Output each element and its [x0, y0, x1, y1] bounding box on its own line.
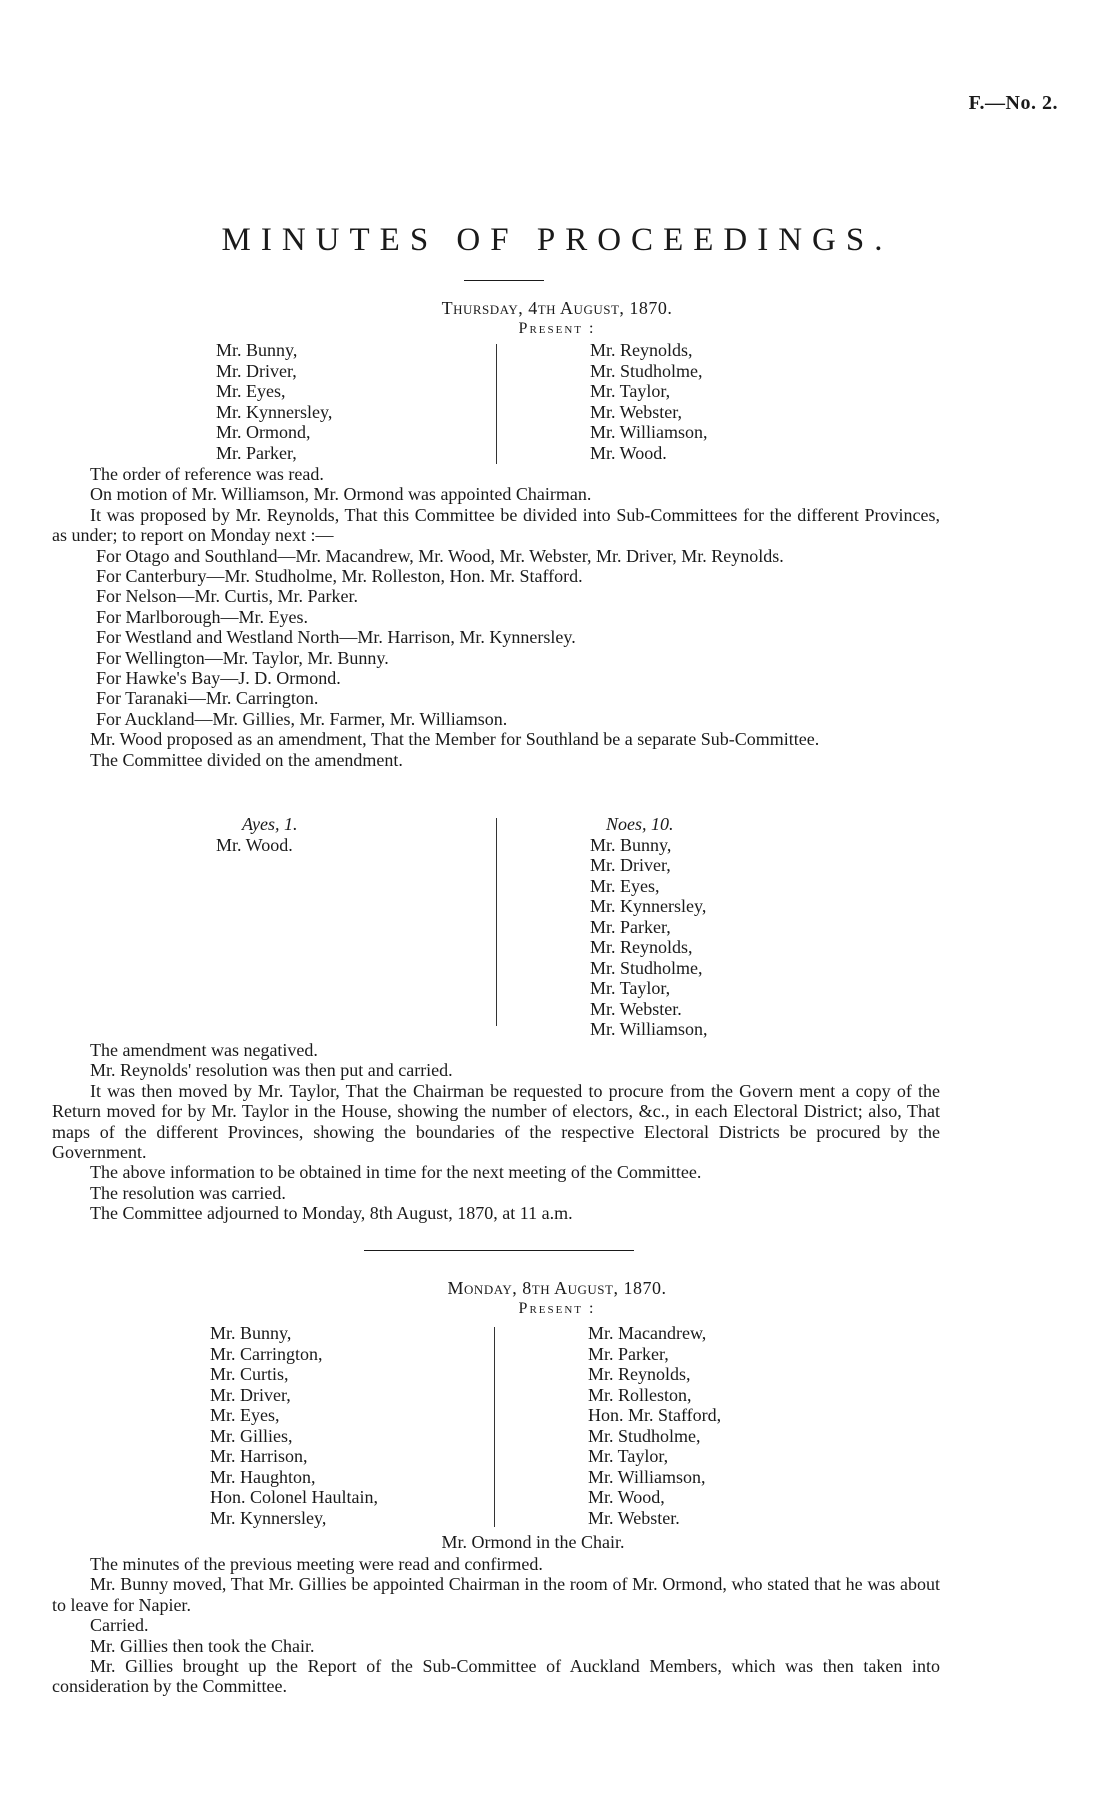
- member: Mr. Kynnersley,: [216, 401, 333, 422]
- member: Mr. Williamson,: [590, 422, 708, 442]
- member: Mr. Macandrew,: [588, 1323, 707, 1343]
- member: Mr. Webster.: [588, 1507, 680, 1528]
- member: Mr. Studholme,: [590, 360, 703, 381]
- province-item: For Auckland—Mr. Gillies, Mr. Farmer, Mr. Williamson.: [96, 708, 508, 729]
- member: Mr. Kynnersley,: [210, 1507, 327, 1528]
- member: Mr. Driver,: [216, 360, 297, 381]
- page-reference: F.—No. 2.: [968, 92, 1058, 114]
- noes-label: Noes, 10.: [606, 814, 674, 834]
- member: Mr. Eyes,: [216, 381, 286, 401]
- member: Mr. Driver,: [590, 855, 671, 875]
- member: Mr. Eyes,: [590, 875, 660, 896]
- member: Mr. Bunny,: [590, 834, 672, 855]
- meeting1-present-left: [216, 340, 332, 463]
- meeting2-date: Monday, 8th August, 1870.: [447, 1278, 667, 1298]
- province-item: For Marlborough—Mr. Eyes.: [96, 606, 308, 627]
- member: Mr. Rolleston,: [588, 1384, 692, 1405]
- member: Mr. Williamson,: [590, 1019, 708, 1039]
- paragraph: The order of reference was read.: [90, 464, 324, 484]
- member: Mr. Wood.: [216, 834, 293, 855]
- meeting1-body: [52, 464, 940, 770]
- section-rule: [364, 1250, 634, 1251]
- meeting2-present-left: [210, 1323, 378, 1528]
- column-divider: [496, 818, 497, 1026]
- province-item: For Otago and Southland—Mr. Macandrew, Mr. Wood, Mr. Webster, Mr. Driver, Mr. Reynolds.: [96, 545, 784, 566]
- member: Mr. Kynnersley,: [590, 896, 707, 916]
- member: Mr. Parker,: [588, 1343, 669, 1364]
- member: Mr. Gillies,: [210, 1425, 293, 1446]
- province-item: For Hawke's Bay—J. D. Ormond.: [96, 668, 341, 689]
- meeting1-present-right: [590, 340, 707, 463]
- member: Mr. Haughton,: [210, 1466, 316, 1487]
- member: Mr. Taylor,: [590, 381, 671, 401]
- member: Mr. Ormond,: [216, 422, 311, 442]
- member: Mr. Reynolds,: [590, 937, 693, 957]
- province-item: For Wellington—Mr. Taylor, Mr. Bunny.: [96, 647, 389, 668]
- paragraph: Mr. Bunny moved, That Mr. Gillies be appointed Chairman in the room of Mr. Ormond, who stated that he was about to leave for Napier.: [52, 1574, 940, 1615]
- member: Mr. Webster.: [590, 998, 682, 1019]
- member: Hon. Colonel Haultain,: [210, 1487, 378, 1507]
- paragraph: Carried.: [90, 1615, 149, 1636]
- paragraph: On motion of Mr. Williamson, Mr. Ormond was appointed Chairman.: [90, 484, 592, 505]
- meeting2-body: [52, 1554, 940, 1697]
- province-item: For Westland and Westland North—Mr. Harrison, Mr. Kynnersley.: [96, 627, 576, 648]
- member: Mr. Carrington,: [210, 1343, 323, 1364]
- title-rule: [464, 280, 544, 281]
- meeting1-outcome: [52, 1040, 940, 1224]
- meeting1-date: Thursday, 4th August, 1870.: [441, 298, 673, 318]
- member: Mr. Taylor,: [588, 1446, 669, 1466]
- member: Mr. Bunny,: [210, 1323, 292, 1343]
- province-item: For Taranaki—Mr. Carrington.: [96, 688, 319, 709]
- member: Mr. Parker,: [590, 916, 671, 937]
- member: Mr. Wood,: [588, 1487, 665, 1507]
- paragraph: The Committee adjourned to Monday, 8th August, 1870, at 11 a.m.: [90, 1203, 573, 1224]
- meeting2-present-label: Present :: [518, 1300, 596, 1317]
- ayes-column: [216, 814, 298, 855]
- noes-column: [590, 814, 707, 1040]
- paragraph: It was then moved by Mr. Taylor, That the Chairman be requested to procure from the Govern ment a copy of the Return moved for by Mr. Taylor in the House, showing the number of electors, &c., in each Electoral District; also, That maps of the different Provinces, showing the boundaries of the respective Electoral Districts be procured by the Government.: [52, 1080, 940, 1163]
- paragraph: The minutes of the previous meeting were read and confirmed.: [90, 1554, 543, 1574]
- member: Mr. Reynolds,: [588, 1364, 691, 1384]
- member: Mr. Parker,: [216, 442, 297, 463]
- member: Mr. Studholme,: [590, 957, 703, 978]
- meeting2-present-right: [588, 1323, 721, 1528]
- paragraph: The above information to be obtained in time for the next meeting of the Committee.: [90, 1162, 702, 1183]
- paragraph: Mr. Reynolds' resolution was then put and carried.: [90, 1060, 453, 1081]
- member: Mr. Studholme,: [588, 1425, 701, 1446]
- meeting1-present-label: Present :: [518, 320, 596, 337]
- paragraph: Mr. Wood proposed as an amendment, That the Member for Southland be a separate Sub-Committee.: [90, 729, 820, 750]
- ayes-label: Ayes, 1.: [242, 814, 298, 834]
- paragraph: It was proposed by Mr. Reynolds, That this Committee be divided into Sub-Committees for the different Provinces, as under; to report on Monday next :—: [52, 504, 940, 546]
- member: Hon. Mr. Stafford,: [588, 1405, 722, 1425]
- member: Mr. Eyes,: [210, 1405, 280, 1425]
- paragraph: The resolution was carried.: [90, 1182, 286, 1203]
- member: Mr. Taylor,: [590, 978, 671, 998]
- member: Mr. Webster,: [590, 401, 682, 422]
- page-title: MINUTES OF PROCEEDINGS.: [221, 222, 893, 258]
- paragraph: Mr. Gillies brought up the Report of the Sub-Committee of Auckland Members, which was then taken into consideration by the Committee.: [52, 1656, 940, 1697]
- paragraph: The amendment was negatived.: [90, 1040, 318, 1060]
- paragraph: Mr. Gillies then took the Chair.: [90, 1635, 315, 1656]
- meeting2-chair: Mr. Ormond in the Chair.: [441, 1532, 625, 1552]
- member: Mr. Williamson,: [588, 1466, 706, 1487]
- member: Mr. Wood.: [590, 442, 667, 463]
- member: Mr. Curtis,: [210, 1364, 289, 1384]
- column-divider: [494, 1327, 495, 1527]
- member: Mr. Bunny,: [216, 340, 298, 360]
- member: Mr. Driver,: [210, 1384, 291, 1405]
- column-divider: [496, 344, 497, 464]
- member: Mr. Harrison,: [210, 1446, 308, 1466]
- province-item: For Canterbury—Mr. Studholme, Mr. Rolleston, Hon. Mr. Stafford.: [96, 566, 583, 587]
- paragraph: The Committee divided on the amendment.: [90, 749, 403, 770]
- province-item: For Nelson—Mr. Curtis, Mr. Parker.: [96, 586, 359, 607]
- member: Mr. Reynolds,: [590, 340, 693, 360]
